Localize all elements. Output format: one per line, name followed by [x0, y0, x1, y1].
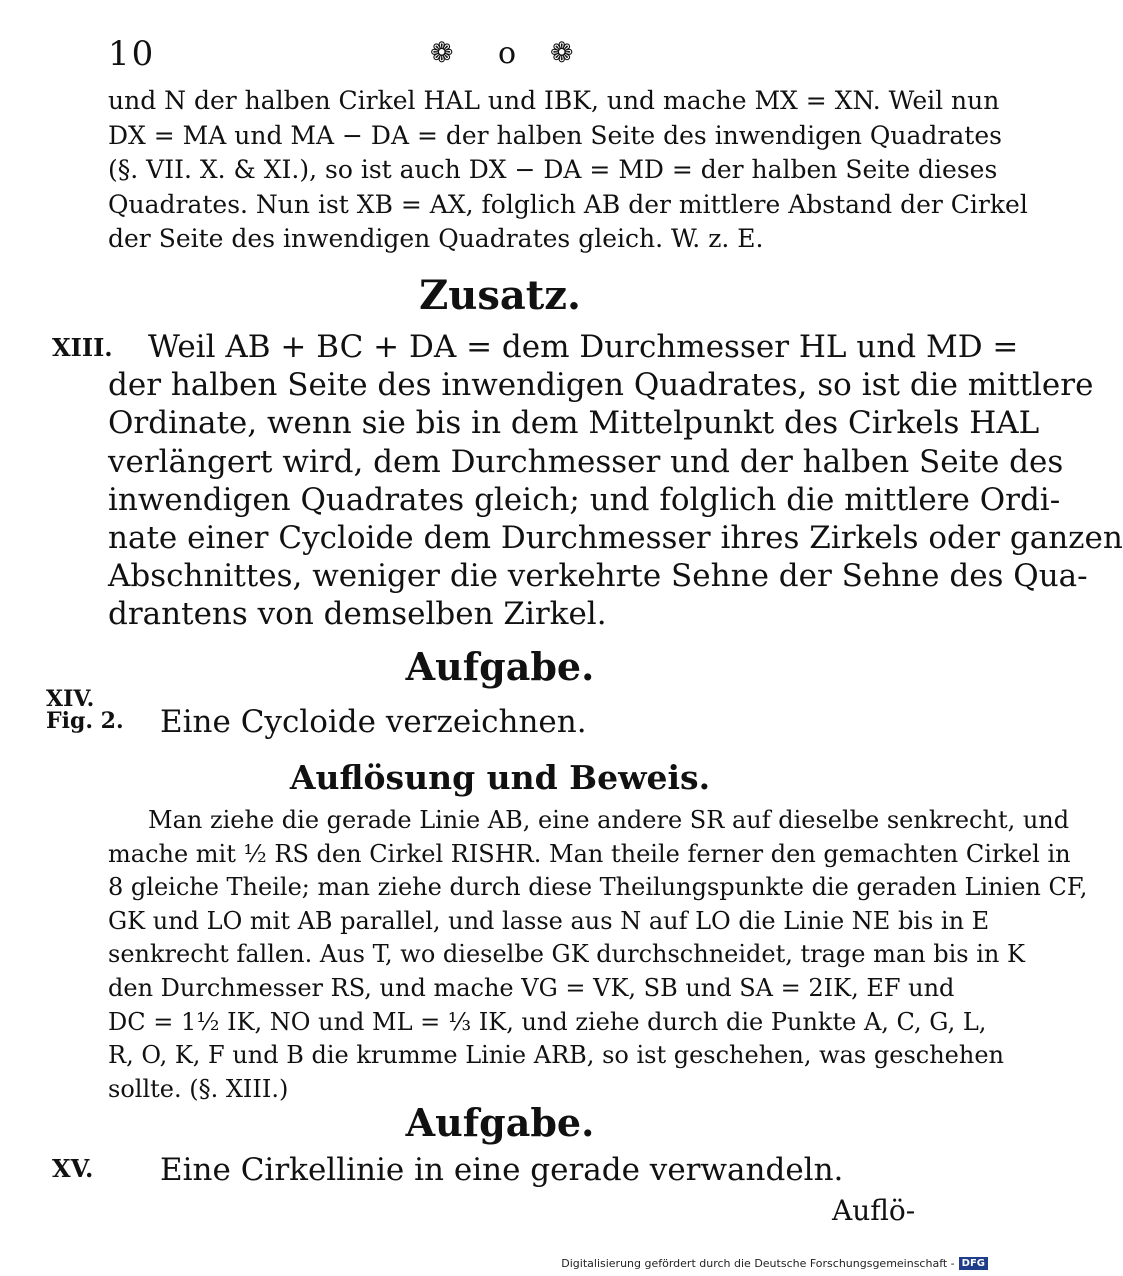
text-line: nate einer Cycloide dem Durchmesser ihres Zirkels oder ganzen	[108, 520, 1123, 557]
page-number: 10	[108, 34, 156, 74]
text-line: DC = 1½ IK, NO und ML = ⅓ IK, und ziehe durch die Punkte A, C, G, L,	[108, 1007, 987, 1036]
text-line: Ordinate, wenn sie bis in dem Mittelpunkt des Cirkels HAL	[108, 405, 1040, 442]
text-line: sollte. (§. XIII.)	[108, 1074, 289, 1103]
text-line: R, O, K, F und B die krumme Linie ARB, so ist geschehen, was geschehen	[108, 1041, 1004, 1070]
header-ornament	[430, 36, 590, 70]
heading-aufloesung: Auflösung und Beweis.	[289, 758, 711, 797]
margin-number-xv: XV.	[52, 1154, 94, 1183]
catchword: Auflö-	[832, 1194, 916, 1227]
heading-aufgabe-2: Aufgabe.	[405, 1100, 595, 1145]
margin-number-xiv	[46, 688, 124, 732]
task-cycloide: Eine Cycloide verzeichnen.	[160, 704, 587, 740]
task-cirkellinie: Eine Cirkellinie in eine gerade verwandeln.	[160, 1152, 844, 1188]
text-line: Man ziehe die gerade Linie AB, eine andere SR auf dieselbe senkrecht, und	[148, 806, 1070, 834]
text-line: DX = MA und MA − DA = der halben Seite des inwendigen Quadrates	[108, 120, 1002, 150]
margin-number-xiii: XIII.	[52, 333, 113, 362]
header-ornament-center: o	[498, 36, 517, 71]
text-line: den Durchmesser RS, und mache VG = VK, SB und SA = 2IK, EF und	[108, 973, 955, 1002]
margin-figure-ref: Fig. 2.	[46, 708, 124, 734]
text-line: verlängert wird, dem Durchmesser und der halben Seite des	[108, 443, 1064, 480]
text-line: Abschnittes, weniger die verkehrte Sehne der Sehne des Qua-	[108, 558, 1088, 595]
digitization-footer	[561, 1257, 988, 1270]
text-line: der halben Seite des inwendigen Quadrates, so ist die mittlere	[108, 367, 1094, 404]
paragraph-aufloesung	[108, 804, 1088, 1106]
fleuron-left-icon: ❁	[430, 36, 454, 69]
text-line: inwendigen Quadrates gleich; und folglich die mittlere Ordi-	[108, 481, 1061, 518]
text-line: Weil AB + BC + DA = dem Durchmesser HL und MD =	[148, 329, 1019, 365]
heading-zusatz: Zusatz.	[419, 272, 581, 319]
paragraph-zusatz	[108, 328, 1123, 634]
text-line: Quadrates. Nun ist XB = AX, folglich AB der mittlere Abstand der Cirkel	[108, 189, 1028, 219]
text-line: drantens von demselben Zirkel.	[108, 596, 607, 633]
footer-text: Digitalisierung gefördert durch die Deutsche Forschungsgemeinschaft -	[561, 1257, 955, 1270]
dfg-logo-icon: DFG	[959, 1257, 988, 1270]
text-line: 8 gleiche Theile; man ziehe durch diese Theilungspunkte die geraden Linien CF,	[108, 873, 1088, 902]
text-line: (§. VII. X. & XI.), so ist auch DX − DA = MD = der halben Seite dieses	[108, 155, 998, 184]
fleuron-right-icon: ❁	[550, 36, 574, 69]
text-line: senkrecht fallen. Aus T, wo dieselbe GK durchschneidet, trage man bis in K	[108, 940, 1025, 969]
text-line: der Seite des inwendigen Quadrates gleich. W. z. E.	[108, 224, 764, 253]
heading-aufgabe-1: Aufgabe.	[405, 644, 595, 689]
text-line: mache mit ½ RS den Cirkel RISHR. Man theile ferner den gemachten Cirkel in	[108, 839, 1071, 868]
text-line: GK und LO mit AB parallel, und lasse aus N auf LO die Linie NE bis in E	[108, 906, 990, 935]
margin-section: XIV.	[46, 686, 95, 712]
text-line: und N der halben Cirkel HAL und IBK, und mache MX = XN. Weil nun	[108, 86, 1000, 115]
paragraph-proof-conclusion	[108, 84, 1028, 257]
